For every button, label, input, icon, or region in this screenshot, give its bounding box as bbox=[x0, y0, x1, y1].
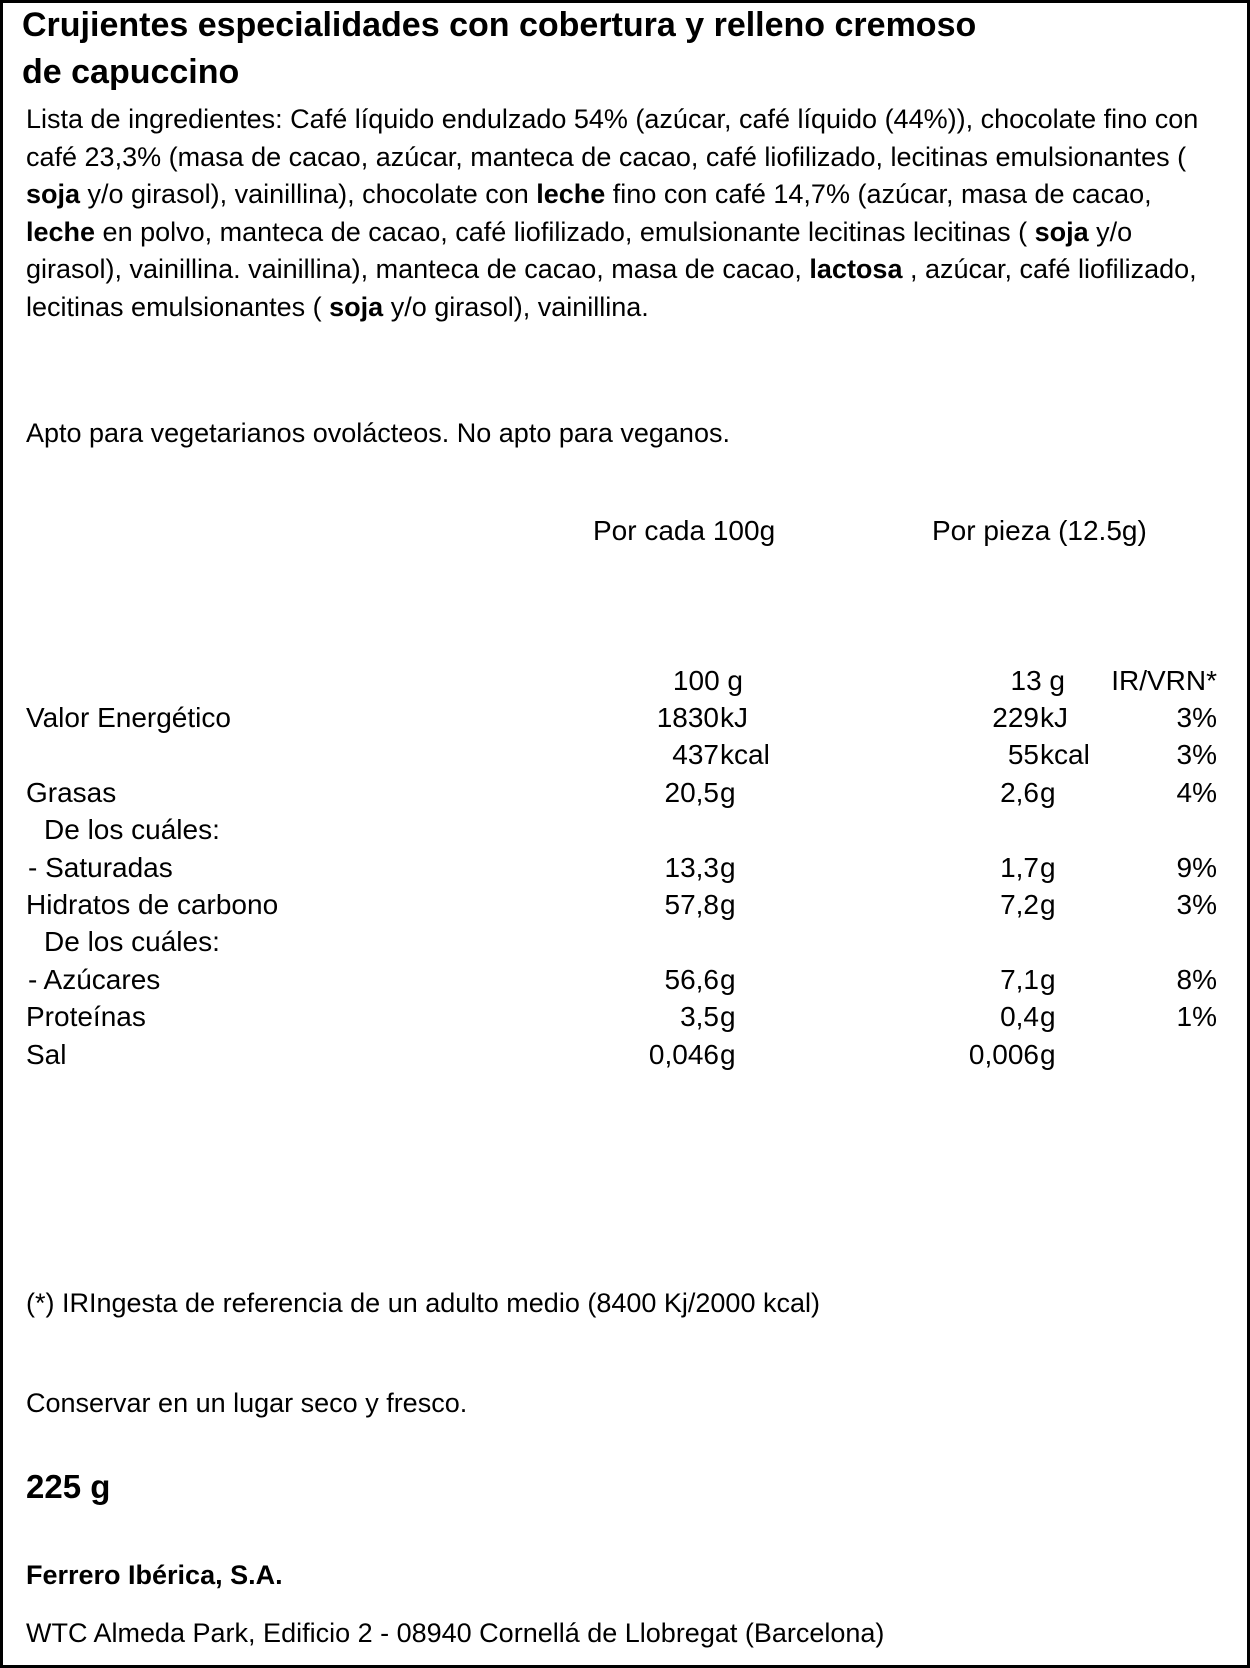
ingredient-text: fino con café 14,7% (azúcar, masa de cacao, bbox=[605, 179, 1152, 210]
value-per-piece: 1,7 bbox=[1000, 852, 1039, 883]
unit-per-100g: kJ bbox=[720, 702, 748, 733]
nutrient-label: - Saturadas bbox=[28, 852, 173, 883]
ingredient-text: Lista de ingredientes: Café líquido endulzado 54% (azúcar, café líquido (44%)), chocolate fino con café 23,3% (masa de cacao, azúcar, manteca de cacao, café liofilizado, lecitinas emulsionantes ( bbox=[26, 104, 1199, 172]
company-name: Ferrero Ibérica, S.A. bbox=[26, 1560, 283, 1590]
value-per-piece: 0,4 bbox=[1000, 1001, 1039, 1032]
subheader-13g: 13 g bbox=[1010, 665, 1065, 696]
subheader-ir-vrn: IR/VRN* bbox=[1111, 665, 1217, 696]
unit-per-piece: g bbox=[1040, 964, 1056, 995]
unit-per-piece: kJ bbox=[1040, 702, 1068, 733]
value-per-piece: 7,2 bbox=[1000, 889, 1039, 920]
value-per-100g: 3,5 bbox=[680, 1001, 719, 1032]
reference-intake-percent: 1% bbox=[1176, 1001, 1217, 1032]
product-title-line1: Crujientes especialidades con cobertura y relleno cremoso bbox=[22, 6, 977, 44]
nutrient-label: Hidratos de carbono bbox=[26, 889, 279, 920]
reference-intake-percent: 3% bbox=[1176, 739, 1217, 770]
ingredient-text: , azúcar, café liofilizado, lecitinas emulsionantes ( bbox=[26, 254, 1197, 322]
column-header-per-piece: Por pieza (12.5g) bbox=[932, 515, 1147, 546]
ingredients-list bbox=[26, 101, 1226, 327]
value-per-100g: 1830 bbox=[656, 702, 719, 733]
nutrient-label: De los cuáles: bbox=[44, 814, 220, 845]
allergen-text: soja bbox=[329, 291, 384, 322]
value-per-piece: 229 bbox=[992, 702, 1039, 733]
reference-intake-percent: 8% bbox=[1176, 964, 1217, 995]
unit-per-piece: g bbox=[1040, 1039, 1056, 1070]
value-per-100g: 13,3 bbox=[664, 852, 719, 883]
unit-per-100g: g bbox=[720, 1001, 736, 1032]
unit-per-piece: g bbox=[1040, 777, 1056, 808]
allergen-text: leche bbox=[536, 179, 606, 210]
value-per-piece: 2,6 bbox=[1000, 777, 1039, 808]
unit-per-piece: kcal bbox=[1040, 739, 1090, 770]
value-per-100g: 437 bbox=[672, 739, 719, 770]
allergen-text: soja bbox=[26, 179, 81, 210]
reference-intake-percent: 9% bbox=[1176, 852, 1217, 883]
unit-per-piece: g bbox=[1040, 889, 1056, 920]
product-title-line2: de capuccino bbox=[22, 53, 240, 91]
value-per-piece: 55 bbox=[1007, 739, 1039, 770]
value-per-100g: 20,5 bbox=[664, 777, 719, 808]
ingredient-text: y/o girasol), vainillina. bbox=[383, 291, 649, 322]
ingredient-text: y/o girasol), vainillina), chocolate con bbox=[80, 179, 537, 210]
allergen-text: lactosa bbox=[809, 254, 903, 285]
storage-note: Conservar en un lugar seco y fresco. bbox=[26, 1388, 468, 1418]
value-per-100g: 57,8 bbox=[664, 889, 719, 920]
value-per-100g: 0,046 bbox=[648, 1039, 719, 1070]
value-per-piece: 0,006 bbox=[968, 1039, 1039, 1070]
unit-per-100g: g bbox=[720, 852, 736, 883]
net-weight: 225 g bbox=[26, 1468, 111, 1505]
nutrient-label: - Azúcares bbox=[28, 964, 161, 995]
unit-per-100g: g bbox=[720, 889, 736, 920]
column-header-per-100g: Por cada 100g bbox=[593, 515, 776, 546]
subheader-100g: 100 g bbox=[672, 665, 743, 696]
reference-intake-percent: 3% bbox=[1176, 889, 1217, 920]
unit-per-100g: kcal bbox=[720, 739, 770, 770]
nutrient-label: Valor Energético bbox=[26, 702, 231, 733]
reference-intake-percent: 4% bbox=[1176, 777, 1217, 808]
unit-per-100g: g bbox=[720, 1039, 736, 1070]
allergen-text: soja bbox=[1034, 216, 1089, 247]
unit-per-piece: g bbox=[1040, 852, 1056, 883]
unit-per-100g: g bbox=[720, 777, 736, 808]
value-per-piece: 7,1 bbox=[1000, 964, 1039, 995]
ingredient-text: y/o girasol), vainillina. vainillina), manteca de cacao, masa de cacao, bbox=[26, 216, 1133, 285]
unit-per-100g: g bbox=[720, 964, 736, 995]
nutrient-label: Grasas bbox=[26, 777, 117, 808]
reference-intake-percent: 3% bbox=[1176, 702, 1217, 733]
company-address: WTC Almeda Park, Edificio 2 - 08940 Cornellá de Llobregat (Barcelona) bbox=[26, 1618, 885, 1648]
nutrient-label: Proteínas bbox=[26, 1001, 146, 1032]
footnote: (*) IRIngesta de referencia de un adulto medio (8400 Kj/2000 kcal) bbox=[26, 1288, 820, 1318]
ingredient-text: en polvo, manteca de cacao, café liofilizado, emulsionante lecitinas lecitinas ( bbox=[95, 216, 1035, 247]
nutrient-label: De los cuáles: bbox=[44, 926, 220, 957]
nutrient-label: Sal bbox=[26, 1039, 67, 1070]
diet-note: Apto para vegetarianos ovolácteos. No apto para veganos. bbox=[26, 418, 730, 448]
value-per-100g: 56,6 bbox=[664, 964, 719, 995]
unit-per-piece: g bbox=[1040, 1001, 1056, 1032]
allergen-text: leche bbox=[26, 216, 96, 247]
